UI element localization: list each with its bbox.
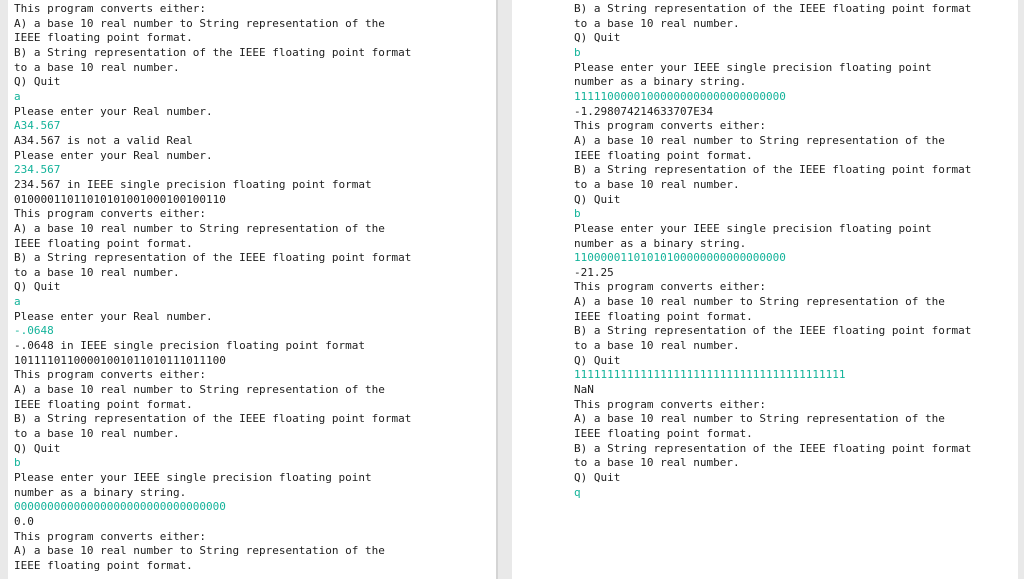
console-output-line: A) a base 10 real number to String representation of the xyxy=(14,16,385,30)
console-output-line: Q) Quit xyxy=(574,192,621,206)
console-output-line: Q) Quit xyxy=(14,75,61,89)
console-output-line: number as a binary string. xyxy=(574,236,747,250)
console-output-line: Please enter your Real number. xyxy=(14,148,213,162)
console-input-line: 11111000001000000000000000000000 xyxy=(574,89,786,103)
console-output-line: This program converts either: xyxy=(14,207,207,221)
console-input-line: 234.567 xyxy=(14,163,61,177)
right-console-panel xyxy=(512,0,1018,579)
console-output-line: A) a base 10 real number to String representation of the xyxy=(14,383,385,397)
console-output-line: to a base 10 real number. xyxy=(574,177,740,191)
console-output-line: IEEE floating point format. xyxy=(14,236,193,250)
console-input-line: A34.567 xyxy=(14,119,61,133)
console-output-line: Please enter your IEEE single precision floating point xyxy=(574,60,932,74)
panel-divider xyxy=(496,0,498,579)
console-output-line: B) a String representation of the IEEE floating point format xyxy=(14,251,412,265)
console-output-line: IEEE floating point format. xyxy=(574,427,753,441)
console-output-line: A) a base 10 real number to String representation of the xyxy=(574,412,945,426)
console-output-line: Please enter your Real number. xyxy=(14,309,213,323)
console-input-line: a xyxy=(14,89,21,103)
console-output-line: to a base 10 real number. xyxy=(14,265,180,279)
console-output-line: B) a String representation of the IEEE floating point format xyxy=(574,2,972,15)
console-output-line: -.0648 in IEEE single precision floating point format xyxy=(14,339,365,353)
console-output-line: A34.567 is not a valid Real xyxy=(14,133,193,147)
console-output-line: This program converts either: xyxy=(574,119,767,133)
console-output-line: IEEE floating point format. xyxy=(14,31,193,45)
console-output-line: Q) Quit xyxy=(574,471,621,484)
console-output-line: number as a binary string. xyxy=(574,75,747,89)
console-output-line: 10111101100001001011010111011100 xyxy=(14,353,226,367)
console-output-line: This program converts either: xyxy=(574,397,767,411)
console-output-line: to a base 10 real number. xyxy=(574,456,740,470)
console-output-line: 01000011011010101001000100100110 xyxy=(14,192,226,206)
console-output-line: -21.25 xyxy=(574,265,614,279)
console-output-line: 234.567 in IEEE single precision floating point format xyxy=(14,177,372,191)
console-output-line: This program converts either: xyxy=(14,2,207,15)
console-output-line: IEEE floating point format. xyxy=(14,558,193,572)
console-output-line: 0.0 xyxy=(14,514,34,528)
console-output-line: A) a base 10 real number to String representation of the xyxy=(574,295,945,309)
console-output-line: B) a String representation of the IEEE floating point format xyxy=(14,412,412,426)
console-input-line: 00000000000000000000000000000000 xyxy=(14,500,226,514)
console-input-line: a xyxy=(14,295,21,309)
console-output-line: Please enter your Real number. xyxy=(14,104,213,118)
console-output-line: B) a String representation of the IEEE floating point format xyxy=(574,163,972,177)
console-output-line: Q) Quit xyxy=(14,280,61,294)
console-output-line: B) a String representation of the IEEE floating point format xyxy=(574,324,972,338)
console-output-line: Q) Quit xyxy=(14,441,61,455)
console-output-line: to a base 10 real number. xyxy=(14,427,180,441)
console-output-line: IEEE floating point format. xyxy=(574,148,753,162)
console-input-line: b xyxy=(574,207,581,221)
console-input-line: -.0648 xyxy=(14,324,54,338)
console-output-line: A) a base 10 real number to String representation of the xyxy=(14,221,385,235)
console-output-line: IEEE floating point format. xyxy=(14,397,193,411)
console-input-line: 11000001101010100000000000000000 xyxy=(574,251,786,265)
console-input-line: b xyxy=(14,456,21,470)
console-output-line: B) a String representation of the IEEE floating point format xyxy=(14,45,412,59)
console-input-line: b xyxy=(574,45,581,59)
console-output-line: to a base 10 real number. xyxy=(14,60,180,74)
console-output-line: IEEE floating point format. xyxy=(574,309,753,323)
console-output-line: to a base 10 real number. xyxy=(574,339,740,353)
console-input-line: 11111111111111111111111111111111111111111 xyxy=(574,368,846,382)
console-output-line: This program converts either: xyxy=(574,280,767,294)
console-output-line: A) a base 10 real number to String representation of the xyxy=(574,133,945,147)
console-output-line: B) a String representation of the IEEE floating point format xyxy=(574,441,972,455)
console-output-line: Please enter your IEEE single precision floating point xyxy=(574,221,932,235)
console-output-line: Q) Quit xyxy=(574,353,621,367)
console-output-line: A) a base 10 real number to String representation of the xyxy=(14,544,385,558)
console-output-line: number as a binary string. xyxy=(14,485,187,499)
console-output-line: -1.298074214633707E34 xyxy=(574,104,714,118)
console-output-line: Q) Quit xyxy=(574,31,621,45)
console-output-line: NaN xyxy=(574,383,594,397)
console-output-line: Please enter your IEEE single precision floating point xyxy=(14,471,372,484)
console-output-line: This program converts either: xyxy=(14,529,207,543)
right-console-output xyxy=(512,0,1018,500)
console-output-line: to a base 10 real number. xyxy=(574,16,740,30)
console-input-line: q xyxy=(574,485,581,499)
console-output-line: This program converts either: xyxy=(14,368,207,382)
left-console-panel xyxy=(8,0,496,579)
left-console-output xyxy=(8,0,496,574)
